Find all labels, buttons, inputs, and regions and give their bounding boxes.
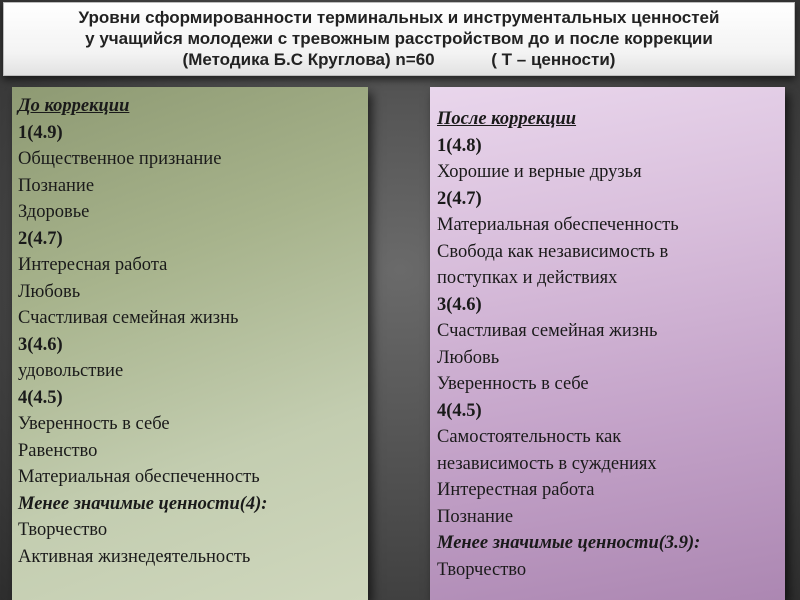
- value-item: Творчество: [18, 520, 108, 540]
- rank-label: 4(4.5): [18, 387, 63, 408]
- value-item: независимость в суждениях: [437, 453, 657, 474]
- value-item: Счастливая семейная жизнь: [18, 308, 239, 328]
- value-item: Интересная работа: [18, 255, 168, 275]
- after-correction-panel: [430, 87, 785, 600]
- rank-label: 4(4.5): [437, 400, 482, 421]
- value-item: Любовь: [437, 347, 500, 368]
- value-item: Хорошие и верные друзья: [437, 162, 642, 182]
- value-item: Любовь: [18, 281, 81, 302]
- value-item: Активная жизнедеятельность: [18, 546, 251, 567]
- rank-label: 1(4.8): [437, 135, 482, 156]
- value-item: Материальная обеспеченность: [437, 215, 679, 235]
- title-line-1: Уровни сформированности терминальных и инструментальных ценностей: [78, 8, 720, 27]
- value-item: Познание: [18, 175, 95, 196]
- value-item: Познание: [437, 506, 514, 527]
- rank-label: 1(4.9): [18, 122, 63, 143]
- rank-label: 3(4.6): [437, 294, 482, 315]
- value-item: удовольствие: [18, 361, 124, 381]
- value-item: Равенство: [18, 440, 98, 461]
- value-item: Общественное признание: [18, 149, 222, 169]
- title-line-3: (Методика Б.С Круглова) n=60 ( Т – ценности): [182, 50, 616, 69]
- before-correction-panel: [12, 87, 368, 600]
- rank-label: 2(4.7): [18, 228, 63, 249]
- value-item: Свобода как независимость в: [437, 241, 669, 262]
- rank-label: 3(4.6): [18, 334, 63, 355]
- panel-heading: После коррекции: [437, 109, 577, 129]
- value-item: Творчество: [437, 559, 527, 580]
- value-item: Самостоятельность как: [437, 427, 622, 447]
- value-item: Интерестная работа: [437, 480, 595, 500]
- less-significant-heading: Менее значимые ценности(3.9):: [437, 533, 701, 553]
- title-line-2: у учащийся молодежи с тревожным расстройством до и после коррекции: [85, 29, 713, 48]
- value-item: Уверенность в себе: [437, 374, 589, 394]
- value-item: Здоровье: [18, 202, 90, 222]
- value-item: Счастливая семейная жизнь: [437, 321, 658, 341]
- less-significant-heading: Менее значимые ценности(4):: [18, 493, 268, 514]
- panel-heading: До коррекции: [18, 96, 130, 116]
- value-item: Уверенность в себе: [18, 414, 170, 434]
- slide-title: [3, 2, 795, 76]
- value-item: поступках и действиях: [437, 268, 618, 288]
- value-item: Материальная обеспеченность: [18, 467, 260, 487]
- rank-label: 2(4.7): [437, 188, 482, 209]
